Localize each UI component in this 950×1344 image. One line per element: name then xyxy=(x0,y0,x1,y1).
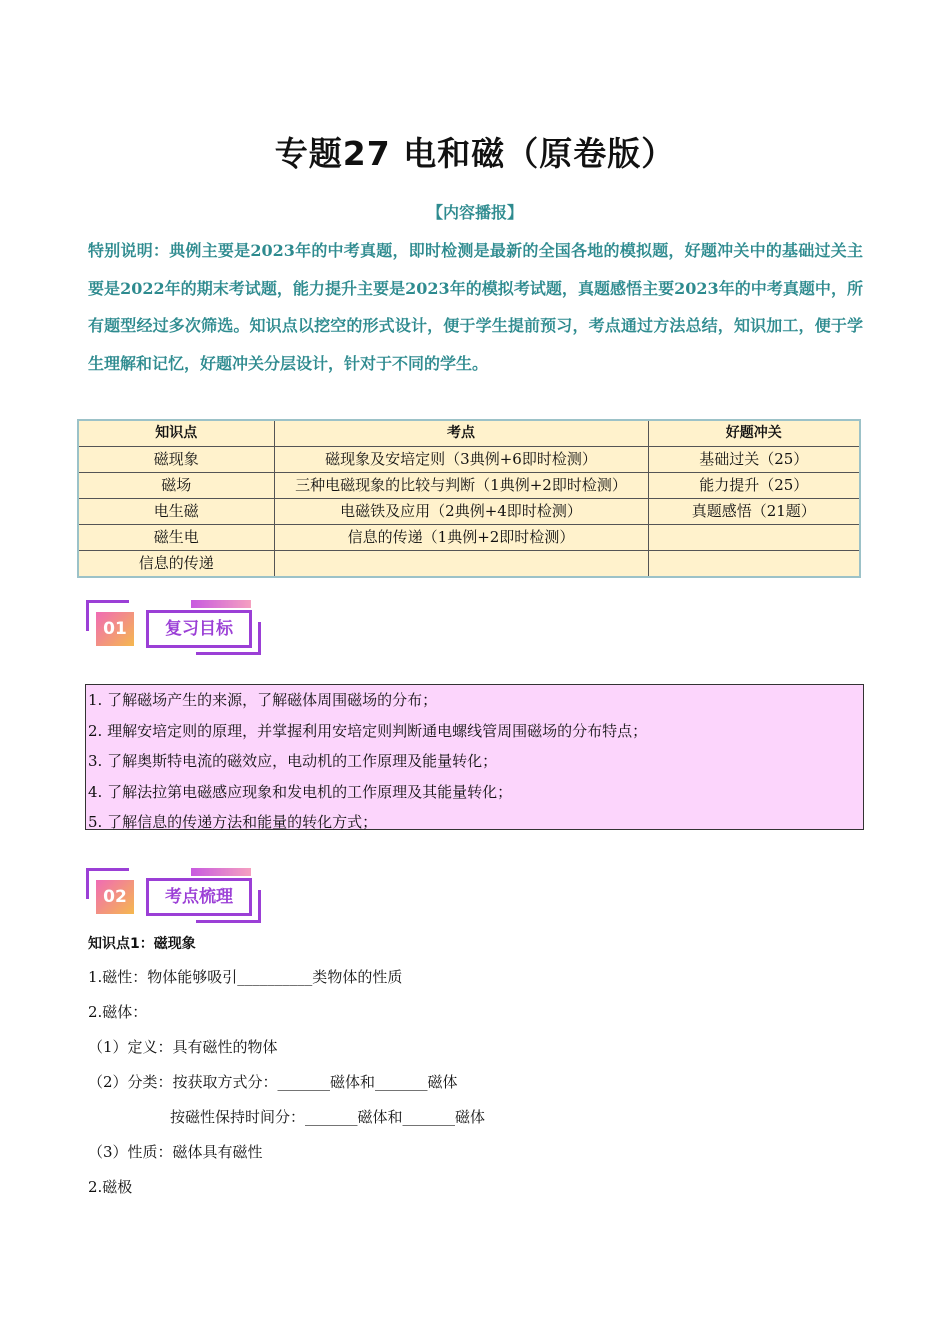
section-subtitle: 【内容播报】 xyxy=(426,203,523,222)
content-line: 2.磁极 xyxy=(88,1178,133,1196)
table-cell: 信息的传递 xyxy=(78,551,274,578)
section-badge-review-goals xyxy=(86,600,266,660)
content-line: 1.磁性：物体能够吸引__________类物体的性质 xyxy=(88,968,403,986)
table-cell xyxy=(274,551,648,578)
content-line: （2）分类：按获取方式分：_______磁体和_______磁体 xyxy=(88,1073,458,1091)
goal-item: 1. 了解磁场产生的来源，了解磁体周围磁场的分布； xyxy=(88,691,438,709)
table-header-row xyxy=(78,420,860,447)
special-note: 特别说明：典例主要是2023年的中考真题，即时检测是最新的全国各地的模拟题，好题冲关中的基础过关主要是2022年的期末考试题，能力提升主要是2023年的模拟考试题，真题感悟主要2023年的中考真题中，所有题型经过多次筛选。知识点以挖空的形式设计，便于学生提前预习，考点通过方法总结，知识加工，便于学生理解和记忆，好题冲关分层设计，针对于不同的学生。 xyxy=(88,241,863,373)
table-cell xyxy=(648,551,860,578)
goal-item: 5. 了解信息的传递方法和能量的转化方式； xyxy=(88,813,378,831)
content-table xyxy=(77,419,861,578)
table-cell: 信息的传递（1典例+2即时检测） xyxy=(274,525,648,551)
content-line: （3）性质：磁体具有磁性 xyxy=(88,1143,263,1161)
table-row xyxy=(78,499,860,525)
table-header: 考点 xyxy=(274,420,648,447)
goal-item: 3. 了解奥斯特电流的磁效应，电动机的工作原理及能量转化； xyxy=(88,752,498,770)
goal-item: 2. 理解安培定则的原理，并掌握利用安培定则判断通电螺线管周围磁场的分布特点； xyxy=(88,721,648,740)
content-body xyxy=(88,932,485,1205)
section-label: 考点梳理 xyxy=(146,878,252,916)
table-row xyxy=(78,473,860,499)
table-cell: 电磁铁及应用（2典例+4即时检测） xyxy=(274,499,648,525)
table-cell: 三种电磁现象的比较与判断（1典例+2即时检测） xyxy=(274,473,648,499)
section-label: 复习目标 xyxy=(146,610,252,648)
table-row xyxy=(78,525,860,551)
table-cell: 能力提升（25） xyxy=(648,473,860,499)
decor-bar xyxy=(191,868,251,876)
content-line: 2.磁体： xyxy=(88,1003,148,1021)
page-title: 专题27 电和磁（原卷版） xyxy=(274,134,676,173)
table-cell: 基础过关（25） xyxy=(648,447,860,473)
section-number: 01 xyxy=(96,612,134,646)
goal-item: 4. 了解法拉第电磁感应现象和发电机的工作原理及其能量转化； xyxy=(88,782,513,801)
table-cell: 磁场 xyxy=(78,473,274,499)
table-header: 好题冲关 xyxy=(648,420,860,447)
table-row xyxy=(78,447,860,473)
content-line: （1）定义：具有磁性的物体 xyxy=(88,1038,278,1056)
table-header: 知识点 xyxy=(78,420,274,447)
section-number: 02 xyxy=(96,880,134,914)
section-badge-key-points xyxy=(86,868,266,928)
table-row xyxy=(78,551,860,578)
review-goals-box xyxy=(85,684,864,830)
decor-bar xyxy=(191,600,251,608)
table-cell: 真题感悟（21题） xyxy=(648,499,860,525)
table-cell: 磁现象及安培定则（3典例+6即时检测） xyxy=(274,447,648,473)
table-cell xyxy=(648,525,860,551)
knowledge-heading: 知识点1：磁现象 xyxy=(88,936,196,952)
table-cell: 磁生电 xyxy=(78,525,274,551)
table-cell: 电生磁 xyxy=(78,499,274,525)
table-cell: 磁现象 xyxy=(78,447,274,473)
content-line: 按磁性保持时间分：_______磁体和_______磁体 xyxy=(170,1108,486,1126)
